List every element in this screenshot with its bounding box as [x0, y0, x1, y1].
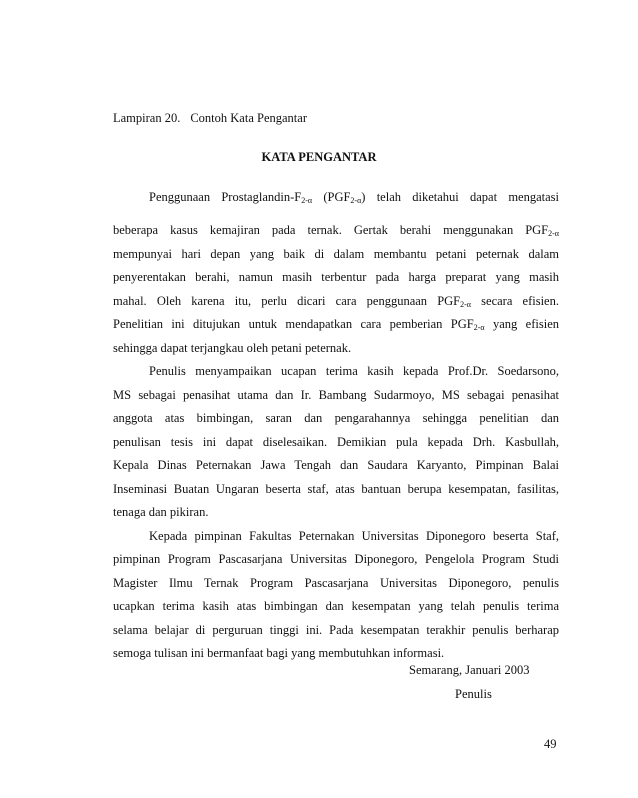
paragraph-3-line-3: Magister Ilmu Ternak Program Pascasarjana Universitas Diponegoro, penulis — [113, 576, 559, 590]
paragraph-1-line-3: mempunyai hari depan yang baik di dalam membantu petani peternak dalam — [113, 247, 559, 261]
appendix-label: Lampiran 20. — [113, 111, 181, 125]
paragraph-1-line-1: Penggunaan Prostaglandin-$F_{2-\alpha}$ $(PGF_{2-\alpha})$ telah diketahui dapat mengatasi — [149, 190, 559, 205]
paragraph-1-line-5: mahal. Oleh karena itu, perlu dicari cara penggunaan $PGF_{2-\alpha}$ secara efisien. — [113, 294, 559, 309]
paragraph-2-line-2: MS sebagai penasihat utama dan Ir. Bambang Sudarmoyo, MS sebagai penasihat — [113, 388, 559, 402]
appendix-heading — [113, 111, 307, 126]
paragraph-3-line-1: Kepada pimpinan Fakultas Peternakan Universitas Diponegoro beserta Staf, — [149, 529, 559, 543]
paragraph-2-line-4: penulisan tesis ini dapat diselesaikan. Demikian pula kepada Drh. Kasbullah, — [113, 435, 559, 449]
page-title: KATA PENGANTAR — [261, 150, 377, 164]
paragraph-3-line-5: selama belajar di perguruan tinggi ini. Pada kesempatan terakhir penulis berharap — [113, 623, 559, 637]
paragraph-2-line-6: Inseminasi Buatan Ungaran beserta staf, atas bantuan berupa kesempatan, fasilitas, — [113, 482, 559, 496]
signoff-author: Penulis — [455, 687, 492, 701]
signoff-place-date: Semarang, Januari 2003 — [409, 663, 530, 677]
appendix-caption: Contoh Kata Pengantar — [190, 111, 307, 125]
paragraph-3-line-6: semoga tulisan ini bermanfaat bagi yang membutuhkan informasi. — [113, 646, 445, 660]
paragraph-2-line-1: Penulis menyampaikan ucapan terima kasih kepada Prof.Dr. Soedarsono, — [149, 364, 559, 378]
paragraph-1-line-7: sehingga dapat terjangkau oleh petani peternak. — [113, 341, 352, 355]
paragraph-3-line-4: ucapkan terima kasih atas bimbingan dan kesempatan yang telah penulis terima — [113, 599, 559, 613]
paragraph-1-line-2: beberapa kasus kemajiran pada ternak. Gertak berahi menggunakan $PGF_{2-\alpha}$ — [113, 223, 559, 238]
paragraph-2-line-3: anggota atas bimbingan, saran dan pengarahannya sehingga penelitian dan — [113, 411, 559, 425]
paragraph-3-line-2: pimpinan Program Pascasarjana Universitas Diponegoro, Pengelola Program Studi — [113, 552, 559, 566]
paragraph-1-line-4: penyerentakan berahi, namun masih terbentur pada harga preparat yang masih — [113, 270, 559, 284]
paragraph-1-line-6: Penelitian ini ditujukan untuk mendapatkan cara pemberian $PGF_{2-\alpha}$ yang efisien — [113, 317, 559, 332]
page-number: 49 — [544, 737, 557, 751]
paragraph-2-line-7: tenaga dan pikiran. — [113, 505, 209, 519]
paragraph-2-line-5: Kepala Dinas Peternakan Jawa Tengah dan Saudara Karyanto, Pimpinan Balai — [113, 458, 559, 472]
